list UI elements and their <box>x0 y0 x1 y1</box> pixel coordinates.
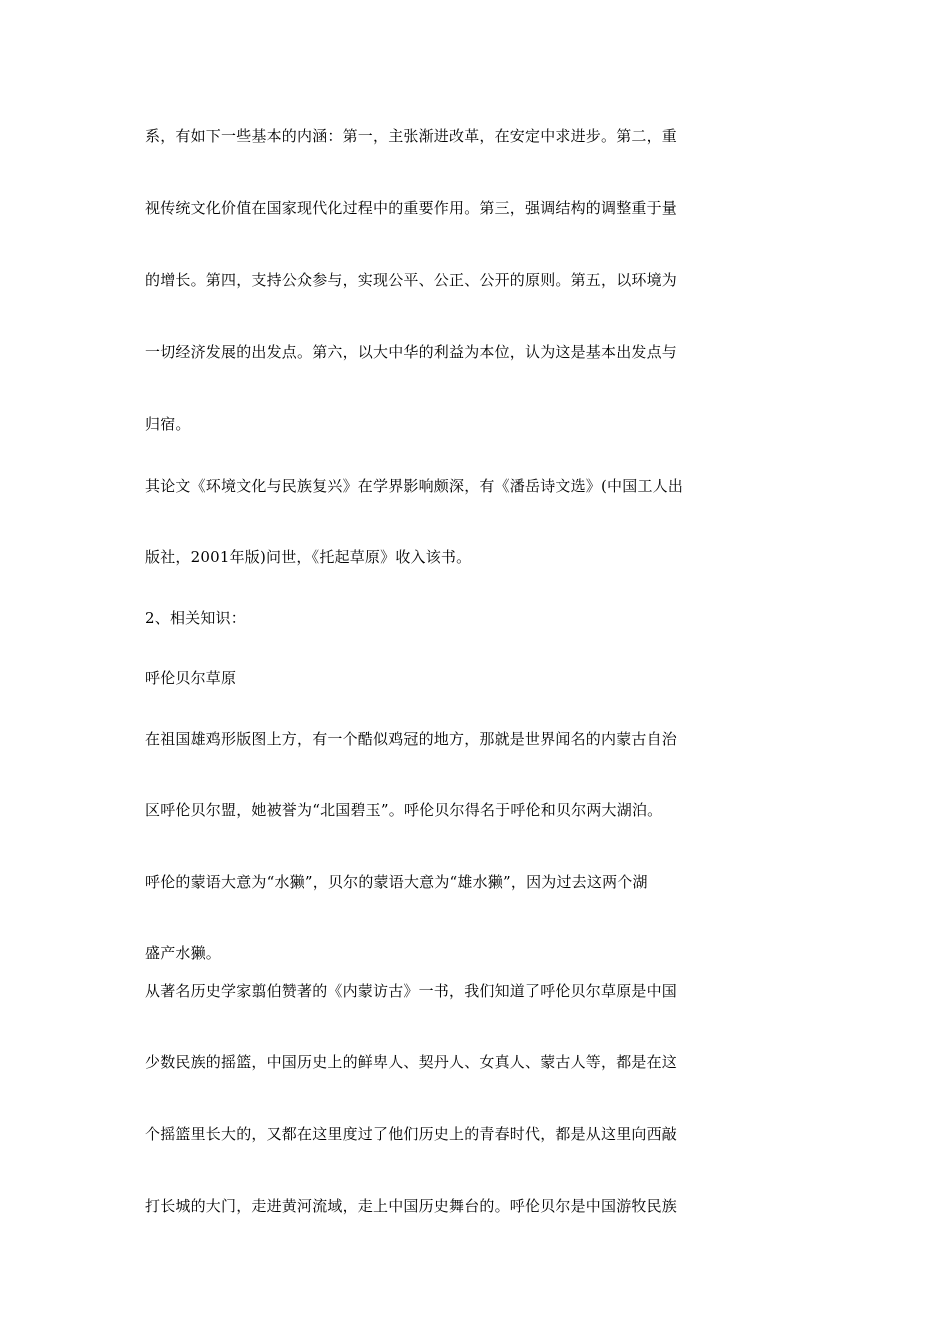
text-line-17: 打长城的大门，走进黄河流域，走上中国历史舞台的。呼伦贝尔是中国游牧民族 <box>145 1197 678 1215</box>
text-line-10: 在祖国雄鸡形版图上方，有一个酷似鸡冠的地方，那就是世界闻名的内蒙古自治 <box>145 730 678 748</box>
text-line-15: 少数民族的摇篮，中国历史上的鲜卑人、契丹人、女真人、蒙古人等，都是在这 <box>145 1053 678 1071</box>
text-line-7: 版社，2001年版)问世，《托起草原》收入该书。 <box>145 548 472 566</box>
subsection-title: 呼伦贝尔草原 <box>145 669 237 687</box>
text-line-2: 视传统文化价值在国家现代化过程中的重要作用。第三，强调结构的调整重于量 <box>145 199 678 217</box>
text-line-5: 归宿。 <box>145 415 191 433</box>
text-line-11: 区呼伦贝尔盟，她被誉为“北国碧玉”。呼伦贝尔得名于呼伦和贝尔两大湖泊。 <box>145 801 663 819</box>
text-line-4: 一切经济发展的出发点。第六，以大中华的利益为本位，认为这是基本出发点与 <box>145 343 678 361</box>
text-line-12: 呼伦的蒙语大意为“水獭”，贝尔的蒙语大意为“雄水獭”，因为过去这两个湖 <box>145 873 648 891</box>
text-line-13: 盛产水獭。 <box>145 944 222 962</box>
text-line-1: 系，有如下一些基本的内涵：第一，主张渐进改革，在安定中求进步。第二，重 <box>145 127 678 145</box>
text-line-6: 其论文《环境文化与民族复兴》在学界影响颇深，有《潘岳诗文选》(中国工人出 <box>145 477 684 495</box>
section-heading: 2、相关知识： <box>145 609 246 627</box>
text-line-16: 个摇篮里长大的，又都在这里度过了他们历史上的青春时代，都是从这里向西敲 <box>145 1125 678 1143</box>
text-line-14: 从著名历史学家翦伯赞著的《内蒙访古》一书，我们知道了呼伦贝尔草原是中国 <box>145 982 678 1000</box>
text-line-3: 的增长。第四，支持公众参与，实现公平、公正、公开的原则。第五，以环境为 <box>145 271 678 289</box>
